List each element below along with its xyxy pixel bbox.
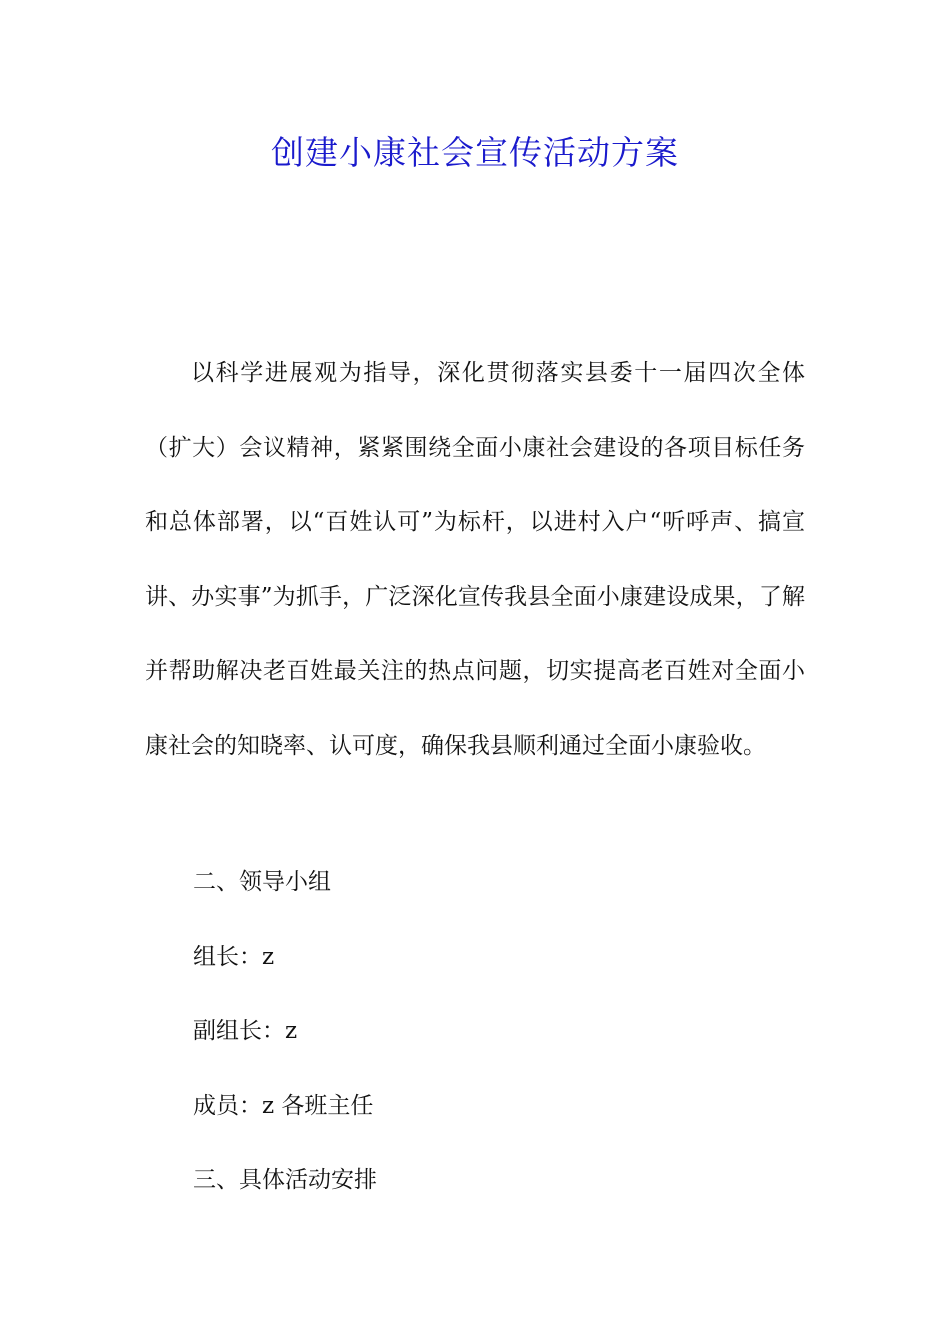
section-heading-leadership-group: 二、领导小组	[193, 869, 331, 895]
leader-line: 组长：z	[193, 944, 275, 970]
section-heading-activity-arrangement: 三、具体活动安排	[193, 1167, 377, 1193]
intro-paragraph: 以科学进展观为指导，深化贯彻落实县委十一届四次全体（扩大）会议精神，紧紧围绕全面小康社会建设的各项目标任务和总体部署，以“百姓认可”为标杆，以进村入户“听呼声、搞宣讲、办实事”为抓手，广泛深化宣传我县全面小康建设成果，了解并帮助解决老百姓最关注的热点问题，切实提高老百姓对全面小康社会的知晓率、认可度，确保我县顺利通过全面小康验收。	[145, 360, 805, 759]
document-title: 创建小康社会宣传活动方案	[271, 133, 679, 172]
deputy-leader-line: 副组长：z	[193, 1018, 298, 1044]
members-line: 成员：z 各班主任	[193, 1093, 374, 1119]
